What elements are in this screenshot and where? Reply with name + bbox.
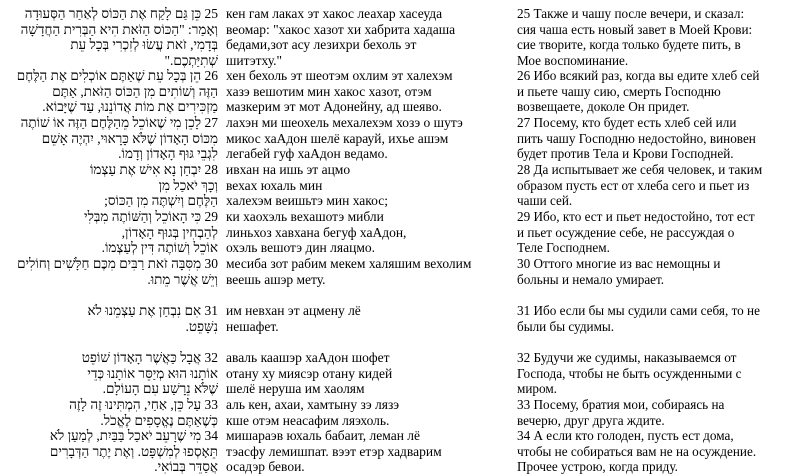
verse-number: 27 — [204, 115, 218, 130]
transliteration-line: веешь ашэр мету. — [226, 271, 326, 287]
hebrew-line: 34 מִי שֶׁרָעֵב יֹאכַל בַּבַּיִת, לְמַעַן לֹא — [49, 428, 218, 443]
transliteration-line: отану ху миясэр отану кидей — [226, 365, 393, 381]
transliteration-line: аль кен, ахаи, хамтыну зэ лязэ — [226, 397, 400, 412]
hebrew-line: אוֹכֵל וְשׁוֹתֶה דִּין לְעַצְמוֹ. — [101, 240, 218, 256]
russian-line: образом пусть ест от хлеба сего и пьет из — [517, 177, 750, 193]
hebrew-verse-33 — [0, 397, 218, 428]
transliteration-line: мишараэв юхаль бабаит, леман лё — [226, 428, 421, 443]
russian-line: миром. — [517, 381, 557, 397]
hebrew-line: וְיֵשׁ אֲשֶׁר מֵתוּ. — [147, 271, 218, 287]
russian-verse-32 — [517, 350, 800, 397]
hebrew-verse-29 — [0, 209, 218, 256]
transliteration-line: кен гам лаках эт хакос леахар хасеуда — [226, 6, 443, 21]
transliteration-line: хен бехоль эт шеотэм охлим эт халехэм — [226, 68, 453, 83]
transliteration-line: нешафет. — [226, 318, 279, 334]
russian-verse-34 — [517, 428, 800, 475]
hebrew-line: מַזְכִּירִים אֶת מוֹת אֲדוֹנֵנוּ, עַד שֶׁיָּבוֹא. — [42, 99, 218, 115]
verse-number: 30 — [204, 256, 218, 271]
verse-number: 33 — [204, 397, 218, 412]
russian-line: были бы судимы. — [517, 318, 615, 334]
hebrew-line: כְּשֶׁאַתֶּם נֶאֱסָפִים לֶאֱכֹל. — [100, 412, 218, 428]
transliteration-line: лахэн ми шеохель мехалехэм хозэ о шутэ — [226, 115, 463, 130]
transliteration-line: охэль вешотэ дин ляацмо. — [226, 240, 375, 256]
transliteration-line: ивхан на ишь эт ацмо — [226, 162, 351, 177]
russian-line: Теле Господнем. — [517, 240, 610, 256]
hebrew-verse-28 — [0, 162, 218, 209]
russian-line: пить чашу Господню недостойно, виновен — [517, 130, 756, 146]
verse-number: 34 — [204, 428, 218, 443]
verse-number: 29 — [204, 209, 218, 224]
transliteration-line: веомар: "хакос хазот хи хабрита хадаша — [226, 21, 456, 37]
hebrew-line: שֶׁלֹּא נֵרָשַׁע עִם הָעוֹלָם. — [102, 381, 218, 397]
hebrew-line: וְכָךְ יֹאכַל מִן — [158, 177, 218, 193]
verse-number: 31 — [204, 303, 218, 318]
hebrew-line: הַלֶּחֶם וְיִשְׁתֶּה מִן הַכּוֹס; — [104, 193, 218, 209]
russian-line: 28 Да испытывает же себя человек, и таким — [517, 162, 763, 177]
hebrew-line: נִשָּׁפֵט. — [185, 318, 218, 334]
transliteration-verse-30 — [226, 256, 516, 287]
russian-line: Прочее устрою, когда приду. — [517, 459, 678, 475]
hebrew-line: לִגְבֵי גּוּף הָאָדוֹן וְדָמוֹ. — [118, 146, 218, 162]
transliteration-verse-27 — [226, 115, 516, 162]
transliteration-line: вехах юхаль мин — [226, 177, 323, 193]
russian-line: Господа, чтобы не быть осужденными с — [517, 365, 742, 381]
russian-line: 33 Посему, братия мои, собираясь на — [517, 397, 725, 412]
transliteration-line: хазэ вешотим мин хакос хазот, отэм — [226, 83, 432, 99]
transliteration-line: осадэр бевои. — [226, 459, 305, 475]
russian-verse-25 — [517, 6, 800, 68]
russian-verse-31 — [517, 303, 800, 334]
hebrew-line: 29 כִּי הָאוֹכֵל וְהַשּׁוֹתֶה מִבְּלִי — [84, 209, 218, 224]
transliteration-line: кше отэм неасафим ляэхоль. — [226, 412, 390, 428]
hebrew-verse-34 — [0, 428, 218, 475]
hebrew-line: 28 יִבְחַן נָא אִישׁ אֶת עַצְמוֹ — [89, 162, 218, 177]
hebrew-line: 30 מִסִּבָּה זֹאת רַבִּים מִכֶּם חַלָּשִׁים וְחוֹלִים — [17, 256, 218, 271]
hebrew-line: בְּדָמִי, זֹאת עֲשׂוּ לְזִכְרִי בְּכָל עֵת — [70, 37, 218, 53]
hebrew-line: אֲסַדֵּר בְּבוֹאִי. — [154, 459, 218, 475]
transliteration-line: тэасфу лемишпат. вээт етэр хадварим — [226, 443, 442, 459]
hebrew-line: שְׁתִיַּתְכֶם." — [164, 52, 218, 68]
russian-line: больны и немало умирает. — [517, 271, 665, 287]
russian-verse-28 — [517, 162, 800, 209]
russian-verse-33 — [517, 397, 800, 428]
russian-line: 31 Ибо если бы мы судили сами себя, то не — [517, 303, 760, 318]
russian-line: будет против Тела и Крови Господней. — [517, 146, 734, 162]
russian-line: 26 Ибо всякий раз, когда вы едите хлеб сей — [517, 68, 760, 83]
transliteration-verse-29 — [226, 209, 516, 256]
transliteration-verse-34 — [226, 428, 516, 475]
russian-line: вечерю, друг друга ждите. — [517, 412, 665, 428]
verse-number: 32 — [204, 350, 218, 365]
hebrew-line: וְאָמַר: "הַכּוֹס הַזֹּאת הִיא הַבְּרִית הַחֲדָשָׁה — [20, 21, 218, 37]
russian-line: 30 Оттого многие из вас немощны и — [517, 256, 721, 271]
transliteration-verse-33 — [226, 397, 516, 428]
hebrew-verse-25 — [0, 6, 218, 68]
transliteration-line: ки хаохэль вехашотэ мибли — [226, 209, 384, 224]
hebrew-line: 26 הֵן בְּכָל עֵת שֶׁאַתֶּם אוֹכְלִים אֶת הַלֶּחֶם — [16, 68, 218, 83]
russian-verse-30 — [517, 256, 800, 287]
russian-line: 27 Посему, кто будет есть хлеб сей или — [517, 115, 737, 130]
hebrew-line: 27 לָכֵן מִי שֶׁאוֹכֵל מֵהַלֶּחֶם הַזֶּה אוֹ שׁוֹתֶה — [20, 115, 218, 130]
russian-line: сие творите, когда только будете пить, в — [517, 37, 741, 53]
russian-line: 25 Также и чашу после вечери, и сказал: — [517, 6, 745, 21]
hebrew-line: 33 עַל כֵּן, אַחַי, הִמְתִּינוּ זֶה לָזֶה — [69, 397, 218, 412]
russian-line: и пьете чашу сию, смерть Господню — [517, 83, 721, 99]
russian-line: Мое воспоминание. — [517, 52, 629, 68]
transliteration-line: месиба зот рабим мекем халяшим вехолим — [226, 256, 472, 271]
transliteration-line: бедами,зот асу лезихри бехоль эт — [226, 37, 417, 53]
russian-line: сия чаша есть новый завет в Моей Крови: — [517, 21, 753, 37]
transliteration-line: шитэтху." — [226, 52, 283, 68]
russian-line: 29 Ибо, кто ест и пьет недостойно, тот ест — [517, 209, 755, 224]
hebrew-verse-31 — [0, 303, 218, 334]
transliteration-line: легабей гуф хаАдон ведамо. — [226, 146, 388, 162]
russian-line: чтобы не собираться вам не на осуждение. — [517, 443, 757, 459]
hebrew-line: לְהַבְחִין בְּגוּף הָאָדוֹן, — [121, 224, 218, 240]
russian-line: чаши сей. — [517, 193, 573, 209]
transliteration-verse-31 — [226, 303, 516, 334]
transliteration-line: халехэм веишьтэ мин хакос; — [226, 193, 388, 209]
russian-verse-27 — [517, 115, 800, 162]
hebrew-verse-27 — [0, 115, 218, 162]
transliteration-line: микос хаАдон шелё карауй, ихье ашэм — [226, 130, 449, 146]
russian-line: и пьет осуждение себе, не рассуждая о — [517, 224, 735, 240]
verse-number: 25 — [204, 6, 218, 21]
transliteration-line: шелё неруша им хаолям — [226, 381, 365, 397]
hebrew-line: הַזֶּה וְשׁוֹתִים מִן הַכּוֹס הַזֹּאת, אַתֶּם — [52, 83, 218, 99]
hebrew-line: תֵּאָסְפוּ לְמִשְׁפָּט. וְאֶת יֶתֶר הַדְּבָרִים — [49, 443, 218, 459]
hebrew-line: מִכּוֹס הָאָדוֹן שֶׁלֹּא כָּרָאוּי, יִהְיֶה אָשֵׁם — [41, 130, 218, 146]
hebrew-line: 32 אֲבָל כַּאֲשֶׁר הָאָדוֹן שׁוֹפֵט — [81, 350, 218, 365]
verse-number: 28 — [204, 162, 218, 177]
hebrew-line: 25 כֵּן גַּם לָקַח אֶת הַכּוֹס לְאַחַר הַסְּעוּדָה — [24, 6, 218, 21]
transliteration-line: мазкерим эт мот Адонейну, ад шеявo. — [226, 99, 442, 115]
transliteration-verse-26 — [226, 68, 516, 115]
hebrew-verse-26 — [0, 68, 218, 115]
russian-line: 32 Будучи же судимы, наказываемся от — [517, 350, 737, 365]
transliteration-line: линьхоз хавхана бегуф хаАдон, — [226, 224, 407, 240]
hebrew-verse-30 — [0, 256, 218, 287]
russian-verse-29 — [517, 209, 800, 256]
transliteration-verse-32 — [226, 350, 516, 397]
verse-number: 26 — [204, 68, 218, 83]
hebrew-line: 31 אִם נִבְחַן אֶת עַצְמֵנוּ לֹא — [87, 303, 218, 318]
hebrew-line: אוֹתָנוּ הוּא מְיַסֵּר אוֹתָנוּ כְּדֵי — [87, 365, 218, 381]
transliteration-line: аваль каашэр хаАдон шофет — [226, 350, 390, 365]
russian-verse-26 — [517, 68, 800, 115]
russian-line: 34 А если кто голоден, пусть ест дома, — [517, 428, 734, 443]
transliteration-line: им невхан эт ацмену лё — [226, 303, 361, 318]
transliteration-verse-28 — [226, 162, 516, 209]
hebrew-verse-32 — [0, 350, 218, 397]
russian-line: возвещаете, доколе Он придет. — [517, 99, 690, 115]
transliteration-verse-25 — [226, 6, 516, 68]
